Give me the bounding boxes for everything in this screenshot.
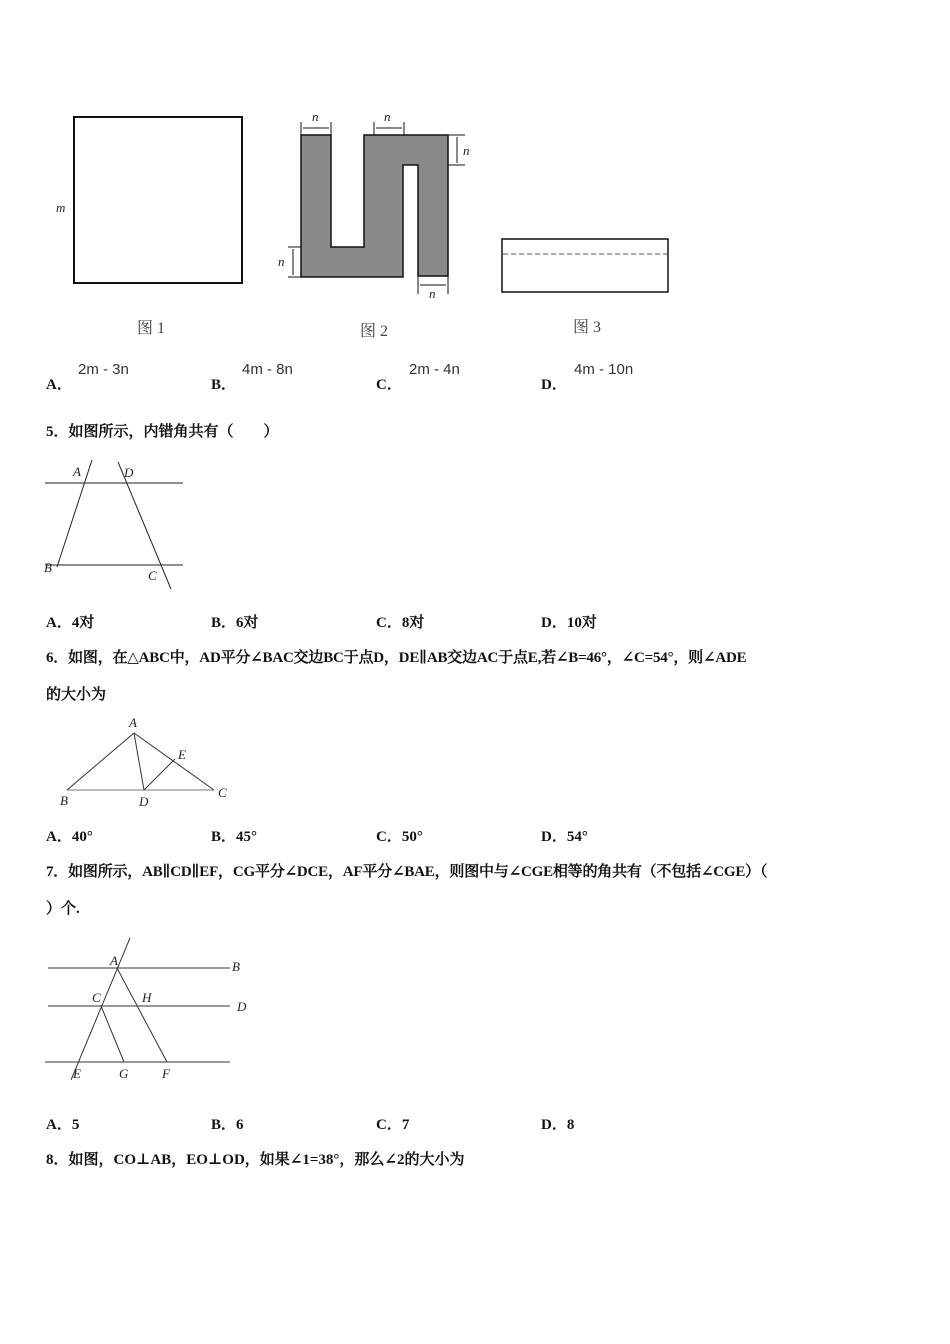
point-label-e: E [73, 1066, 81, 1081]
label-n: n [312, 109, 319, 124]
option-letter: D． [541, 829, 567, 845]
option-b[interactable] [211, 611, 259, 632]
option-text: 5 [71, 1117, 80, 1133]
option-text: 50° [401, 829, 423, 845]
q7-figure [45, 938, 247, 1081]
option-text: 6 [236, 1117, 244, 1133]
option-c[interactable] [376, 825, 423, 846]
option-c-letter[interactable]: C． [376, 377, 402, 393]
option-letter: B． [211, 829, 237, 845]
question-5-text: 5．如图所示，内错角共有（ ） [46, 424, 279, 440]
point-label-f: F [162, 1066, 170, 1081]
option-letter: A． [46, 615, 72, 631]
point-label-a: A [73, 464, 81, 479]
point-label-d: D [139, 794, 149, 809]
point-label-h: H [142, 990, 152, 1005]
option-c[interactable] [376, 611, 424, 632]
option-text: 40° [71, 829, 93, 845]
option-text: 4对 [71, 615, 95, 631]
point-label-d: D [124, 465, 134, 480]
option-letter: B． [211, 615, 237, 631]
point-label-b: B [44, 560, 52, 575]
option-text: 45° [236, 829, 258, 845]
option-letter: A． [46, 1117, 72, 1133]
option-a-letter[interactable]: A． [46, 377, 72, 393]
q4-figure-3 [502, 239, 668, 292]
q5-figure [44, 460, 183, 589]
option-d[interactable] [541, 1113, 574, 1134]
point-label-c: C [92, 990, 101, 1005]
point-label-g: G [119, 1066, 129, 1081]
question-8-text: 8．如图，CO⊥AB，EO⊥OD，如果∠1=38°，那么∠2的大小为 [46, 1152, 465, 1168]
option-letter: C． [376, 615, 402, 631]
option-letter: A． [46, 829, 72, 845]
option-letter: B． [211, 1117, 237, 1133]
question-7-text-line-1: 7．如图所示，AB∥CD∥EF，CG平分∠DCE，AF平分∠BAE，则图中与∠CGE相等的角共有（不包括∠CGE）（ [46, 864, 768, 880]
option-d[interactable] [541, 611, 597, 632]
option-text: 54° [566, 829, 588, 845]
point-label-b: B [232, 959, 240, 974]
option-text: 8对 [401, 615, 425, 631]
option-d-text[interactable]: 4m - 10n [574, 361, 634, 378]
figure-2-caption: 图 2 [360, 323, 389, 340]
option-d-letter[interactable]: D． [541, 377, 567, 393]
option-b-text[interactable]: 4m - 8n [242, 361, 293, 378]
label-n: n [384, 109, 391, 124]
option-text: 8 [566, 1117, 575, 1133]
option-d[interactable] [541, 825, 588, 846]
point-label-e: E [178, 747, 186, 762]
option-letter: D． [541, 1117, 567, 1133]
question-7-text-line-2: ）个. [46, 901, 80, 917]
point-label-c: C [218, 785, 227, 800]
option-b[interactable] [211, 825, 257, 846]
option-b-letter[interactable]: B． [211, 377, 237, 393]
option-b[interactable] [211, 1113, 244, 1134]
option-text: 6对 [236, 615, 259, 631]
option-letter: C． [376, 1117, 402, 1133]
option-text: 7 [401, 1117, 410, 1133]
point-label-b: B [60, 793, 68, 808]
question-6-text-line-1: 6．如图，在△ABC中，AD平分∠BAC交边BC于点D，DE∥AB交边AC于点E,若∠B=46°，∠C=54°，则∠ADE [46, 650, 747, 666]
option-text: 10对 [566, 615, 597, 631]
label-n: n [429, 286, 436, 301]
label-n: n [278, 254, 285, 269]
option-a[interactable] [46, 1113, 79, 1134]
point-label-d: D [237, 999, 247, 1014]
label-m: m [56, 200, 66, 215]
figure-3-caption: 图 3 [573, 319, 602, 336]
label-n: n [463, 143, 470, 158]
option-a-text[interactable]: 2m - 3n [78, 361, 129, 378]
q4-figure-1 [56, 117, 242, 283]
q4-figure-2 [278, 109, 470, 301]
option-letter: D． [541, 615, 567, 631]
q6-figure [60, 715, 227, 809]
figure-1-caption: 图 1 [137, 320, 166, 337]
option-letter: C． [376, 829, 402, 845]
option-c-text[interactable]: 2m - 4n [409, 361, 460, 378]
option-c[interactable] [376, 1113, 409, 1134]
point-label-a: A [129, 715, 137, 730]
option-a[interactable] [46, 825, 93, 846]
point-label-c: C [148, 568, 157, 583]
question-6-text-line-2: 的大小为 [46, 687, 107, 703]
option-a[interactable] [46, 611, 94, 632]
point-label-a: A [110, 953, 118, 968]
